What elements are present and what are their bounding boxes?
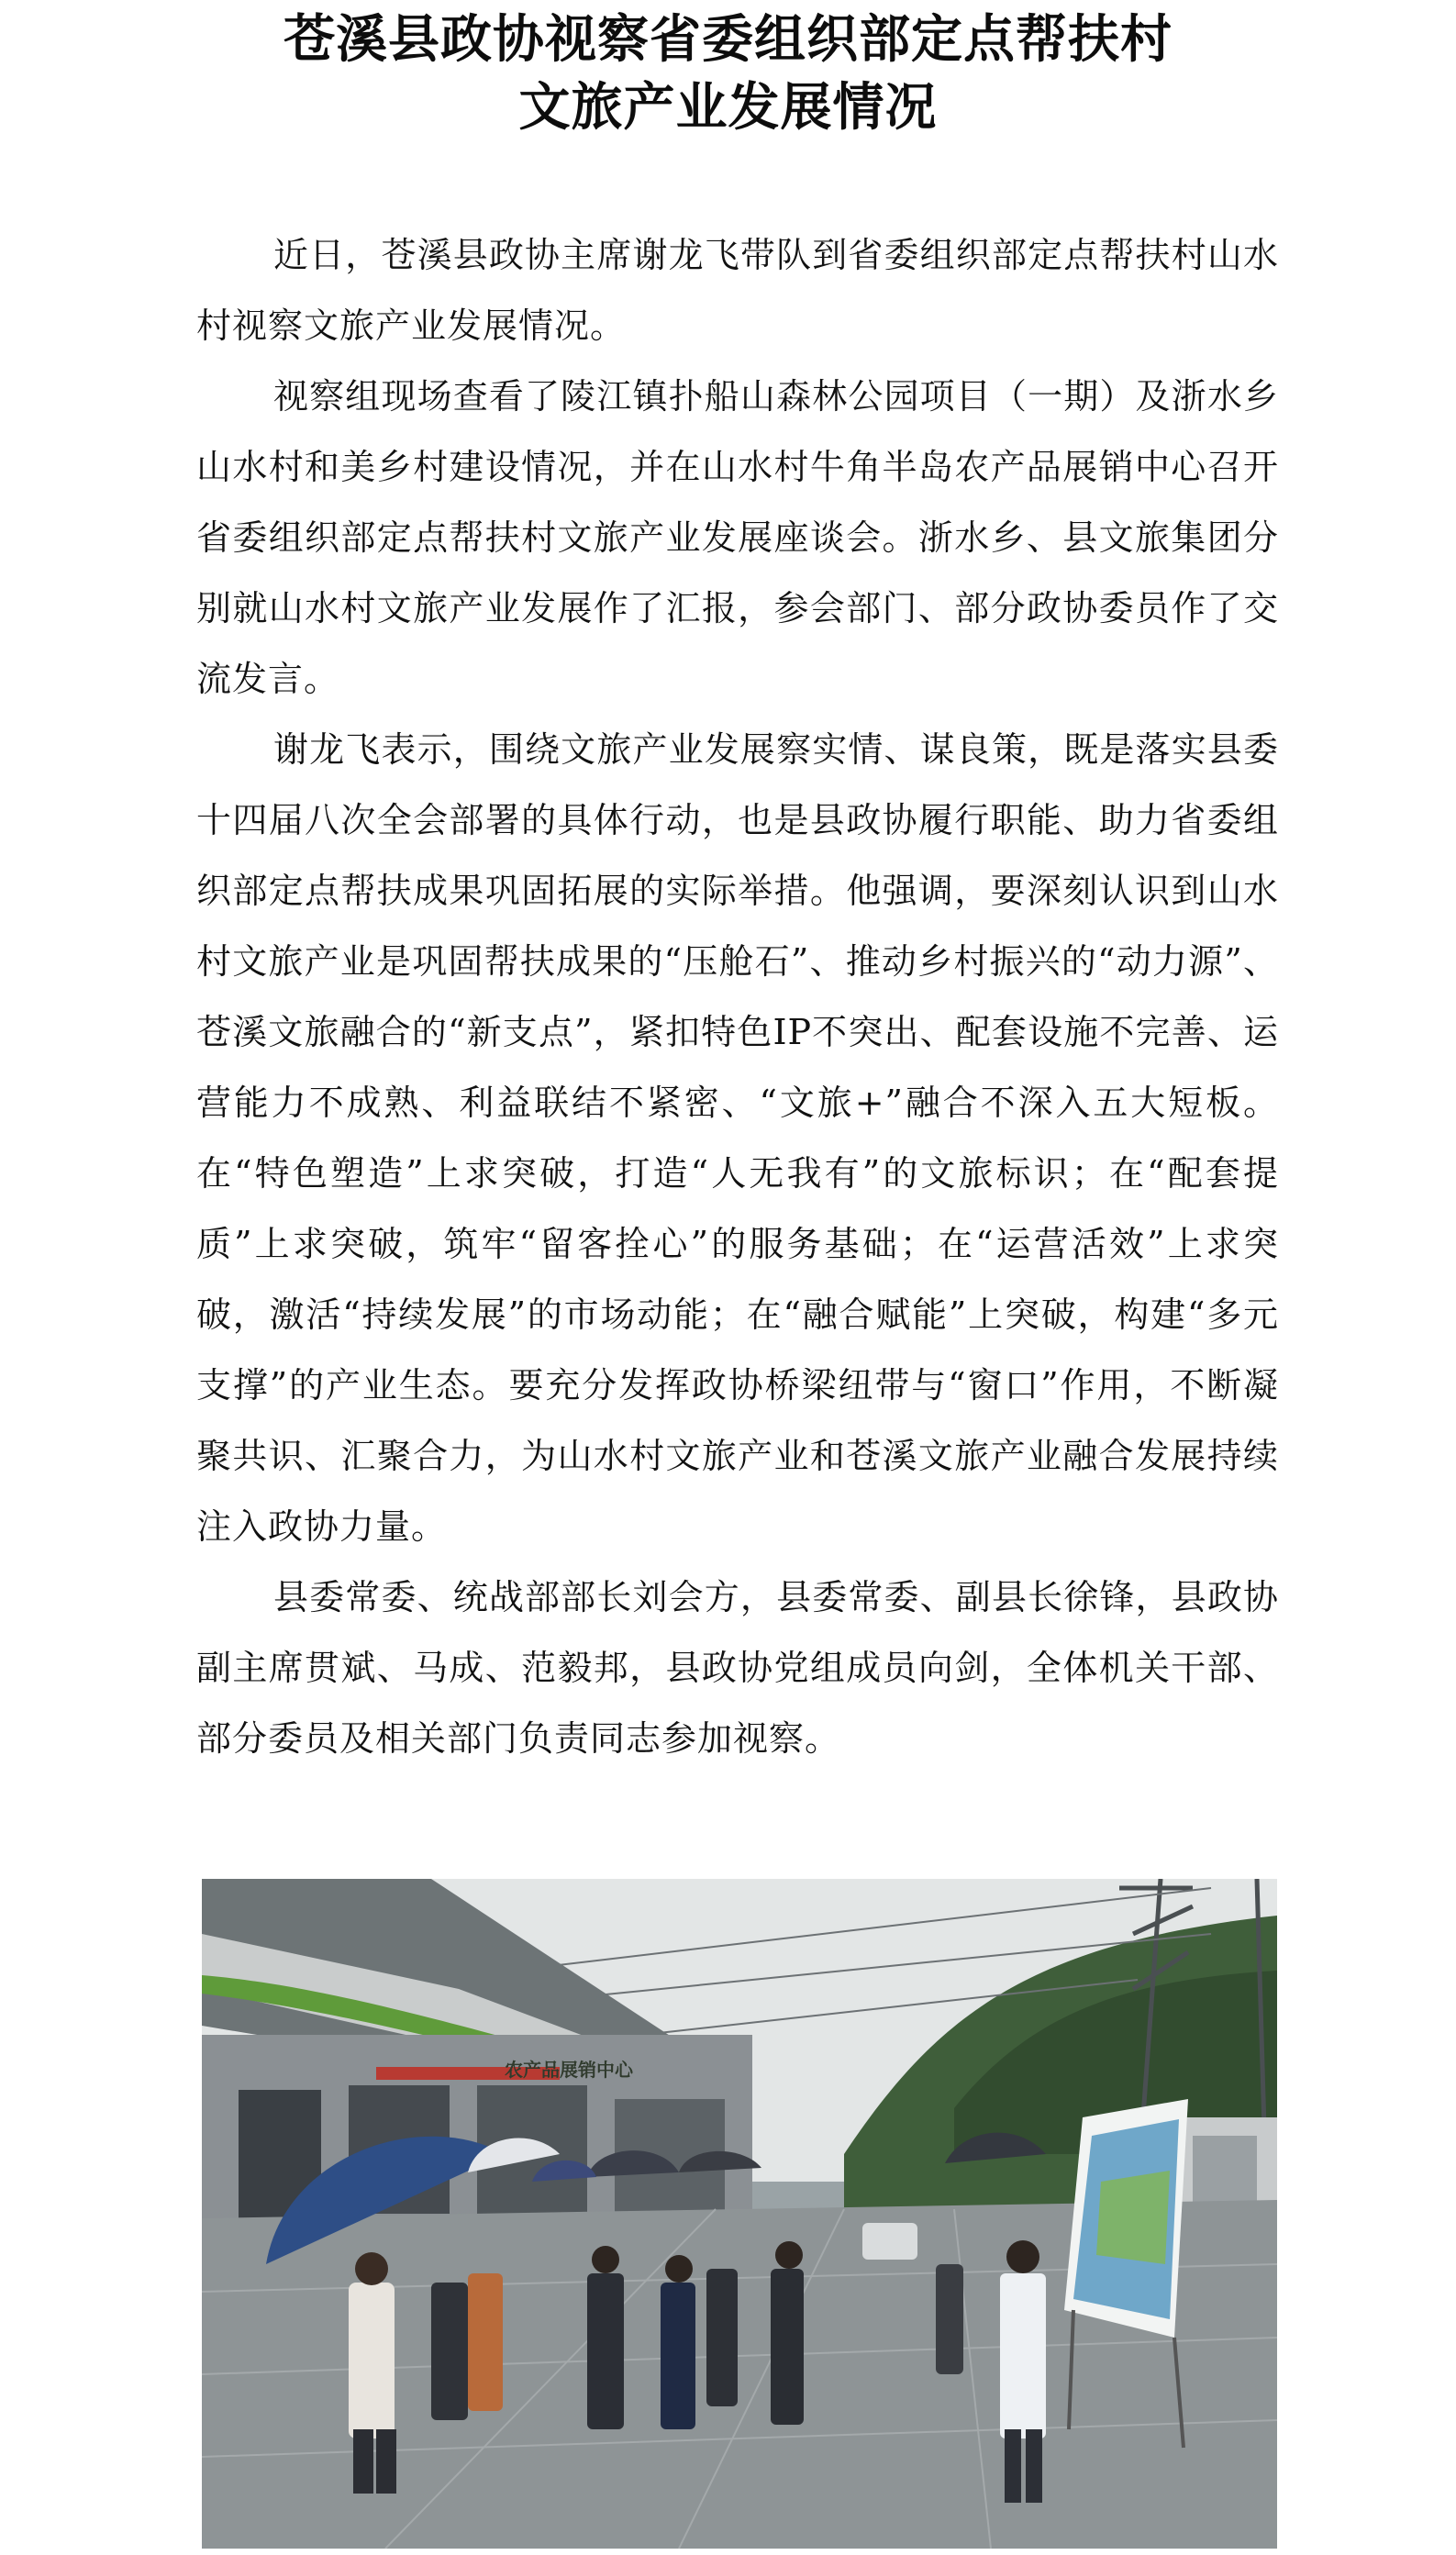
paragraph-3: 谢龙飞表示，围绕文旅产业发展察实情、谋良策，既是落实县委十四届八次全会部署的具体行动，也是县政协履行职能、助力省委组织部定点帮扶成果巩固拓展的实际举措。他强调，要深刻认识到山水村文旅产业是巩固帮扶成果的“压舱石”、推动乡村振兴的“动力源”、苍溪文旅融合的“新支点”，紧扣特色IP不突出、配套设施不完善、运营能力不成熟、利益联结不紧密、“文旅+”融合不深入五大短板。在“特色塑造”上求突破，打造“人无我有”的文旅标识；在“配套提质”上求突破，筑牢“留客拴心”的服务基础；在“运营活效”上求突破，激活“持续发展”的市场动能；在“融合赋能”上突破，构建“多元支撑”的产业生态。要充分发挥政协桥梁纽带与“窗口”作用，不断凝聚共识、汇聚合力，为山水村文旅产业和苍溪文旅产业融合发展持续注入政协力量。	[196, 729, 1279, 1547]
building-sign: 农产品展销中心	[505, 2061, 633, 2081]
paragraph-1: 近日，苍溪县政协主席谢龙飞带队到省委组织部定点帮扶村山水村视察文旅产业发展情况。	[196, 235, 1279, 346]
paragraph-2: 视察组现场查看了陵江镇扑船山森林公园项目（一期）及浙水乡山水村和美乡村建设情况，并在山水村牛角半岛农产品展销中心召开省委组织部定点帮扶村文旅产业发展座谈会。浙水乡、县文旅集团分别就山水村文旅产业发展作了汇报，参会部门、部分政协委员作了交流发言。	[196, 376, 1279, 699]
article-title-line-1: 苍溪县政协视察省委组织部定点帮扶村	[283, 9, 1173, 70]
article-body	[196, 220, 1279, 1774]
site-visit-photo	[202, 1879, 1277, 2549]
article-title-line-2: 文旅产业发展情况	[518, 77, 938, 138]
paragraph-4: 县委常委、统战部部长刘会方，县委常委、副县长徐锋，县政协副主席贯斌、马成、范毅邦，县政协党组成员向剑，全体机关干部、部分委员及相关部门负责同志参加视察。	[196, 1577, 1279, 1759]
parked-car	[862, 2223, 917, 2260]
